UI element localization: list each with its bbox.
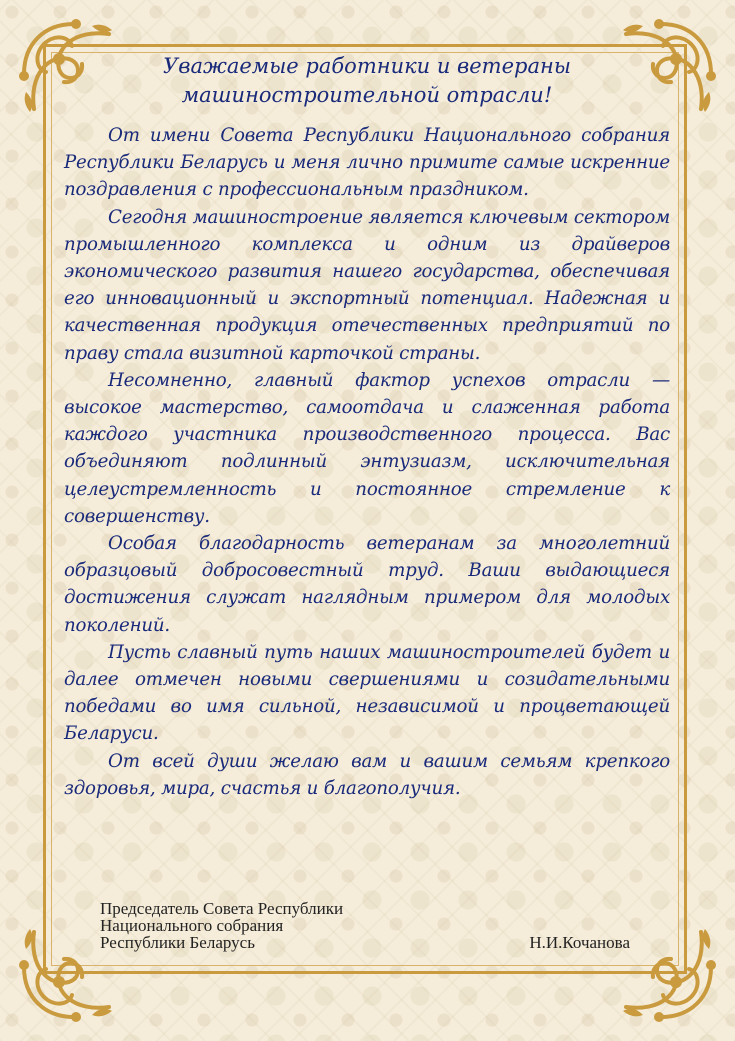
greeting-line-2: машиностроительной отрасли!: [181, 83, 553, 107]
signatory-name: Н.И.Кочанова: [529, 933, 630, 952]
signature-block: [100, 900, 630, 951]
signatory-title-line-2: Национального собрания: [100, 916, 284, 935]
signatory-title-line-3: Республики Беларусь: [100, 933, 255, 952]
greeting-heading: [64, 52, 670, 110]
paragraph-6: От всей души желаю вам и вашим семьям крепкого здоровья, мира, счастья и благополучия.: [64, 750, 670, 799]
paragraph-4: Особая благодарность ветеранам за многолетний образцовый добросовестный труд. Ваши выдающиеся достижения служат наглядным примером для молодых поколений.: [64, 533, 670, 636]
paragraph-5: Пусть славный путь наших машиностроителей будет и далее отмечен новыми свершениями и созидательными победами во имя сильной, независимой и процветающей Беларуси.: [64, 641, 670, 745]
letter-body: [64, 52, 670, 802]
paragraph-3: Несомненно, главный фактор успехов отрасли — высокое мастерство, самоотдача и слаженная работа каждого участника производственного процесса. Вас объединяют подлинный энтузиазм, исключительная целеустремленность и постоянное стремление к совершенству.: [64, 369, 670, 527]
greeting-line-1: Уважаемые работники и ветераны: [163, 54, 571, 78]
signatory-title-line-1: Председатель Совета Республики: [100, 899, 344, 918]
paragraph-1: От имени Совета Республики Национального собрания Республики Беларусь и меня лично примите самые искренние поздравления с профессиональным праздником.: [64, 125, 670, 201]
paragraph-2: Сегодня машиностроение является ключевым сектором промышленного комплекса и одним из драйверов экономического развития нашего государства, обеспечивая его инновационный и экспортный потенциал. Надежная и качественная продукция отечественных предприятий по праву стала визитной карточкой страны.: [64, 206, 670, 364]
